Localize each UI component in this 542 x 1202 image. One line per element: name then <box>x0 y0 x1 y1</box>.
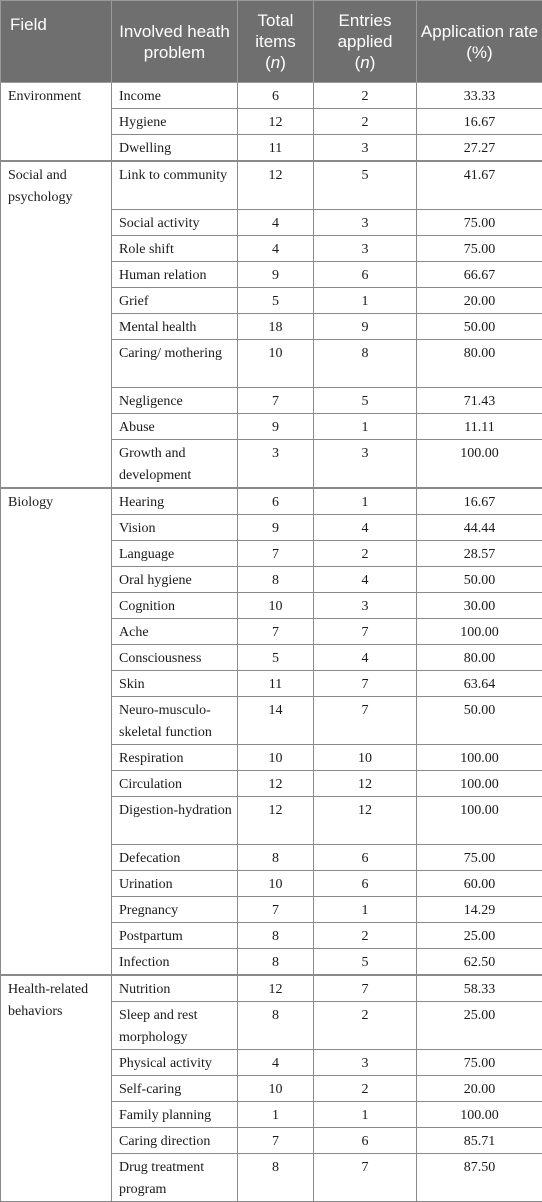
entries-applied-cell: 7 <box>314 697 417 745</box>
problem-cell: Growth and development <box>112 440 238 489</box>
problem-cell: Circulation <box>112 771 238 797</box>
total-items-cell: 11 <box>238 135 314 162</box>
problem-cell: Oral hygiene <box>112 567 238 593</box>
table-row <box>1 83 542 109</box>
application-rate-cell: 100.00 <box>417 440 542 489</box>
total-items-cell: 9 <box>238 515 314 541</box>
total-items-cell: 6 <box>238 488 314 515</box>
field-cell: Social and psychology <box>1 161 112 488</box>
problem-cell: Caring/ mothering <box>112 340 238 388</box>
total-items-cell: 10 <box>238 871 314 897</box>
entries-applied-cell: 2 <box>314 923 417 949</box>
total-items-cell: 8 <box>238 845 314 871</box>
application-rate-cell: 80.00 <box>417 340 542 388</box>
entries-applied-cell: 1 <box>314 897 417 923</box>
problem-cell: Link to community <box>112 161 238 210</box>
application-rate-cell: 62.50 <box>417 949 542 976</box>
problem-cell: Abuse <box>112 414 238 440</box>
application-rate-cell: 66.67 <box>417 262 542 288</box>
entries-applied-cell: 6 <box>314 262 417 288</box>
problem-cell: Negligence <box>112 388 238 414</box>
application-rate-cell: 100.00 <box>417 619 542 645</box>
problem-cell: Pregnancy <box>112 897 238 923</box>
problem-cell: Hearing <box>112 488 238 515</box>
total-items-cell: 12 <box>238 109 314 135</box>
total-items-cell: 14 <box>238 697 314 745</box>
total-items-cell: 12 <box>238 797 314 845</box>
total-items-cell: 12 <box>238 161 314 210</box>
entries-applied-cell: 7 <box>314 975 417 1002</box>
problem-cell: Social activity <box>112 210 238 236</box>
problem-cell: Grief <box>112 288 238 314</box>
entries-applied-cell: 4 <box>314 567 417 593</box>
entries-applied-cell: 3 <box>314 210 417 236</box>
entries-applied-cell: 3 <box>314 593 417 619</box>
field-cell: Health-related behaviors <box>1 975 112 1202</box>
total-items-cell: 18 <box>238 314 314 340</box>
application-rate-cell: 16.67 <box>417 109 542 135</box>
problem-cell: Neuro-musculo-skeletal function <box>112 697 238 745</box>
table-row <box>1 488 542 515</box>
field-cell: Biology <box>1 488 112 975</box>
application-rate-cell: 75.00 <box>417 236 542 262</box>
total-items-cell: 8 <box>238 1154 314 1202</box>
header-total-text: Total items <box>255 11 296 51</box>
total-items-cell: 4 <box>238 236 314 262</box>
header-row <box>1 1 542 83</box>
application-rate-cell: 28.57 <box>417 541 542 567</box>
entries-applied-cell: 7 <box>314 619 417 645</box>
entries-applied-cell: 1 <box>314 414 417 440</box>
field-cell: Environment <box>1 83 112 162</box>
entries-applied-cell: 1 <box>314 1102 417 1128</box>
problem-cell: Cognition <box>112 593 238 619</box>
header-rate: Application rate (%) <box>417 1 542 83</box>
problem-cell: Family planning <box>112 1102 238 1128</box>
entries-applied-cell: 3 <box>314 135 417 162</box>
header-total-n: n <box>271 53 280 72</box>
table-body <box>1 83 542 1202</box>
total-items-cell: 12 <box>238 771 314 797</box>
total-items-cell: 7 <box>238 541 314 567</box>
entries-applied-cell: 6 <box>314 1128 417 1154</box>
problem-cell: Drug treatment program <box>112 1154 238 1202</box>
problem-cell: Mental health <box>112 314 238 340</box>
problem-cell: Urination <box>112 871 238 897</box>
total-items-cell: 8 <box>238 567 314 593</box>
total-items-cell: 11 <box>238 671 314 697</box>
entries-applied-cell: 5 <box>314 388 417 414</box>
entries-applied-cell: 2 <box>314 1002 417 1050</box>
header-problem: Involved heath problem <box>112 1 238 83</box>
application-rate-cell: 58.33 <box>417 975 542 1002</box>
application-rate-cell: 75.00 <box>417 845 542 871</box>
application-rate-cell: 20.00 <box>417 288 542 314</box>
header-entries-text: Entries applied <box>338 11 393 51</box>
entries-applied-cell: 3 <box>314 1050 417 1076</box>
problem-cell: Consciousness <box>112 645 238 671</box>
problem-cell: Postpartum <box>112 923 238 949</box>
application-rate-cell: 25.00 <box>417 923 542 949</box>
total-items-cell: 10 <box>238 340 314 388</box>
problem-cell: Hygiene <box>112 109 238 135</box>
entries-applied-cell: 2 <box>314 83 417 109</box>
application-rate-cell: 50.00 <box>417 314 542 340</box>
total-items-cell: 1 <box>238 1102 314 1128</box>
application-rate-cell: 25.00 <box>417 1002 542 1050</box>
entries-applied-cell: 9 <box>314 314 417 340</box>
entries-applied-cell: 6 <box>314 871 417 897</box>
header-field: Field <box>1 1 112 83</box>
application-rate-cell: 71.43 <box>417 388 542 414</box>
application-rate-cell: 75.00 <box>417 210 542 236</box>
total-items-cell: 4 <box>238 210 314 236</box>
total-items-cell: 3 <box>238 440 314 489</box>
total-items-cell: 9 <box>238 414 314 440</box>
problem-cell: Human relation <box>112 262 238 288</box>
table-row <box>1 975 542 1002</box>
total-items-cell: 8 <box>238 923 314 949</box>
application-rate-cell: 14.29 <box>417 897 542 923</box>
total-items-cell: 10 <box>238 1076 314 1102</box>
application-rate-cell: 33.33 <box>417 83 542 109</box>
entries-applied-cell: 10 <box>314 745 417 771</box>
total-items-cell: 7 <box>238 388 314 414</box>
header-total: Total items (n) <box>238 1 314 83</box>
application-rate-cell: 20.00 <box>417 1076 542 1102</box>
total-items-cell: 12 <box>238 975 314 1002</box>
problem-cell: Vision <box>112 515 238 541</box>
entries-applied-cell: 12 <box>314 771 417 797</box>
entries-applied-cell: 2 <box>314 109 417 135</box>
application-rate-cell: 63.64 <box>417 671 542 697</box>
total-items-cell: 4 <box>238 1050 314 1076</box>
entries-applied-cell: 8 <box>314 340 417 388</box>
application-rate-cell: 16.67 <box>417 488 542 515</box>
total-items-cell: 7 <box>238 1128 314 1154</box>
problem-cell: Self-caring <box>112 1076 238 1102</box>
application-rate-cell: 60.00 <box>417 871 542 897</box>
application-rate-cell: 100.00 <box>417 745 542 771</box>
application-rate-cell: 100.00 <box>417 771 542 797</box>
total-items-cell: 7 <box>238 619 314 645</box>
entries-applied-cell: 5 <box>314 161 417 210</box>
problem-cell: Role shift <box>112 236 238 262</box>
total-items-cell: 6 <box>238 83 314 109</box>
entries-applied-cell: 6 <box>314 845 417 871</box>
total-items-cell: 7 <box>238 897 314 923</box>
application-rate-cell: 50.00 <box>417 567 542 593</box>
header-entries-n: n <box>360 53 369 72</box>
entries-applied-cell: 1 <box>314 288 417 314</box>
problem-cell: Infection <box>112 949 238 976</box>
entries-applied-cell: 1 <box>314 488 417 515</box>
total-items-cell: 8 <box>238 1002 314 1050</box>
entries-applied-cell: 7 <box>314 1154 417 1202</box>
table-row <box>1 161 542 210</box>
problem-cell: Skin <box>112 671 238 697</box>
problem-cell: Income <box>112 83 238 109</box>
application-rate-cell: 11.11 <box>417 414 542 440</box>
application-rate-cell: 27.27 <box>417 135 542 162</box>
problem-cell: Language <box>112 541 238 567</box>
problem-cell: Respiration <box>112 745 238 771</box>
entries-applied-cell: 5 <box>314 949 417 976</box>
total-items-cell: 5 <box>238 288 314 314</box>
entries-applied-cell: 2 <box>314 541 417 567</box>
total-items-cell: 9 <box>238 262 314 288</box>
problem-cell: Sleep and rest morphology <box>112 1002 238 1050</box>
application-rate-cell: 80.00 <box>417 645 542 671</box>
total-items-cell: 10 <box>238 745 314 771</box>
entries-applied-cell: 12 <box>314 797 417 845</box>
entries-applied-cell: 2 <box>314 1076 417 1102</box>
entries-applied-cell: 7 <box>314 671 417 697</box>
total-items-cell: 5 <box>238 645 314 671</box>
entries-applied-cell: 3 <box>314 440 417 489</box>
header-entries: Entries applied (n) <box>314 1 417 83</box>
application-rate-cell: 50.00 <box>417 697 542 745</box>
entries-applied-cell: 3 <box>314 236 417 262</box>
entries-applied-cell: 4 <box>314 645 417 671</box>
problem-cell: Ache <box>112 619 238 645</box>
application-rate-cell: 41.67 <box>417 161 542 210</box>
application-rate-cell: 30.00 <box>417 593 542 619</box>
total-items-cell: 8 <box>238 949 314 976</box>
application-rate-cell: 100.00 <box>417 797 542 845</box>
problem-cell: Defecation <box>112 845 238 871</box>
problem-cell: Physical activity <box>112 1050 238 1076</box>
entries-applied-cell: 4 <box>314 515 417 541</box>
problem-cell: Nutrition <box>112 975 238 1002</box>
problem-cell: Caring direction <box>112 1128 238 1154</box>
problem-cell: Dwelling <box>112 135 238 162</box>
total-items-cell: 10 <box>238 593 314 619</box>
application-rate-cell: 87.50 <box>417 1154 542 1202</box>
application-rate-cell: 44.44 <box>417 515 542 541</box>
application-rate-cell: 100.00 <box>417 1102 542 1128</box>
application-rate-cell: 75.00 <box>417 1050 542 1076</box>
problem-cell: Digestion-hydration <box>112 797 238 845</box>
application-rate-cell: 85.71 <box>417 1128 542 1154</box>
